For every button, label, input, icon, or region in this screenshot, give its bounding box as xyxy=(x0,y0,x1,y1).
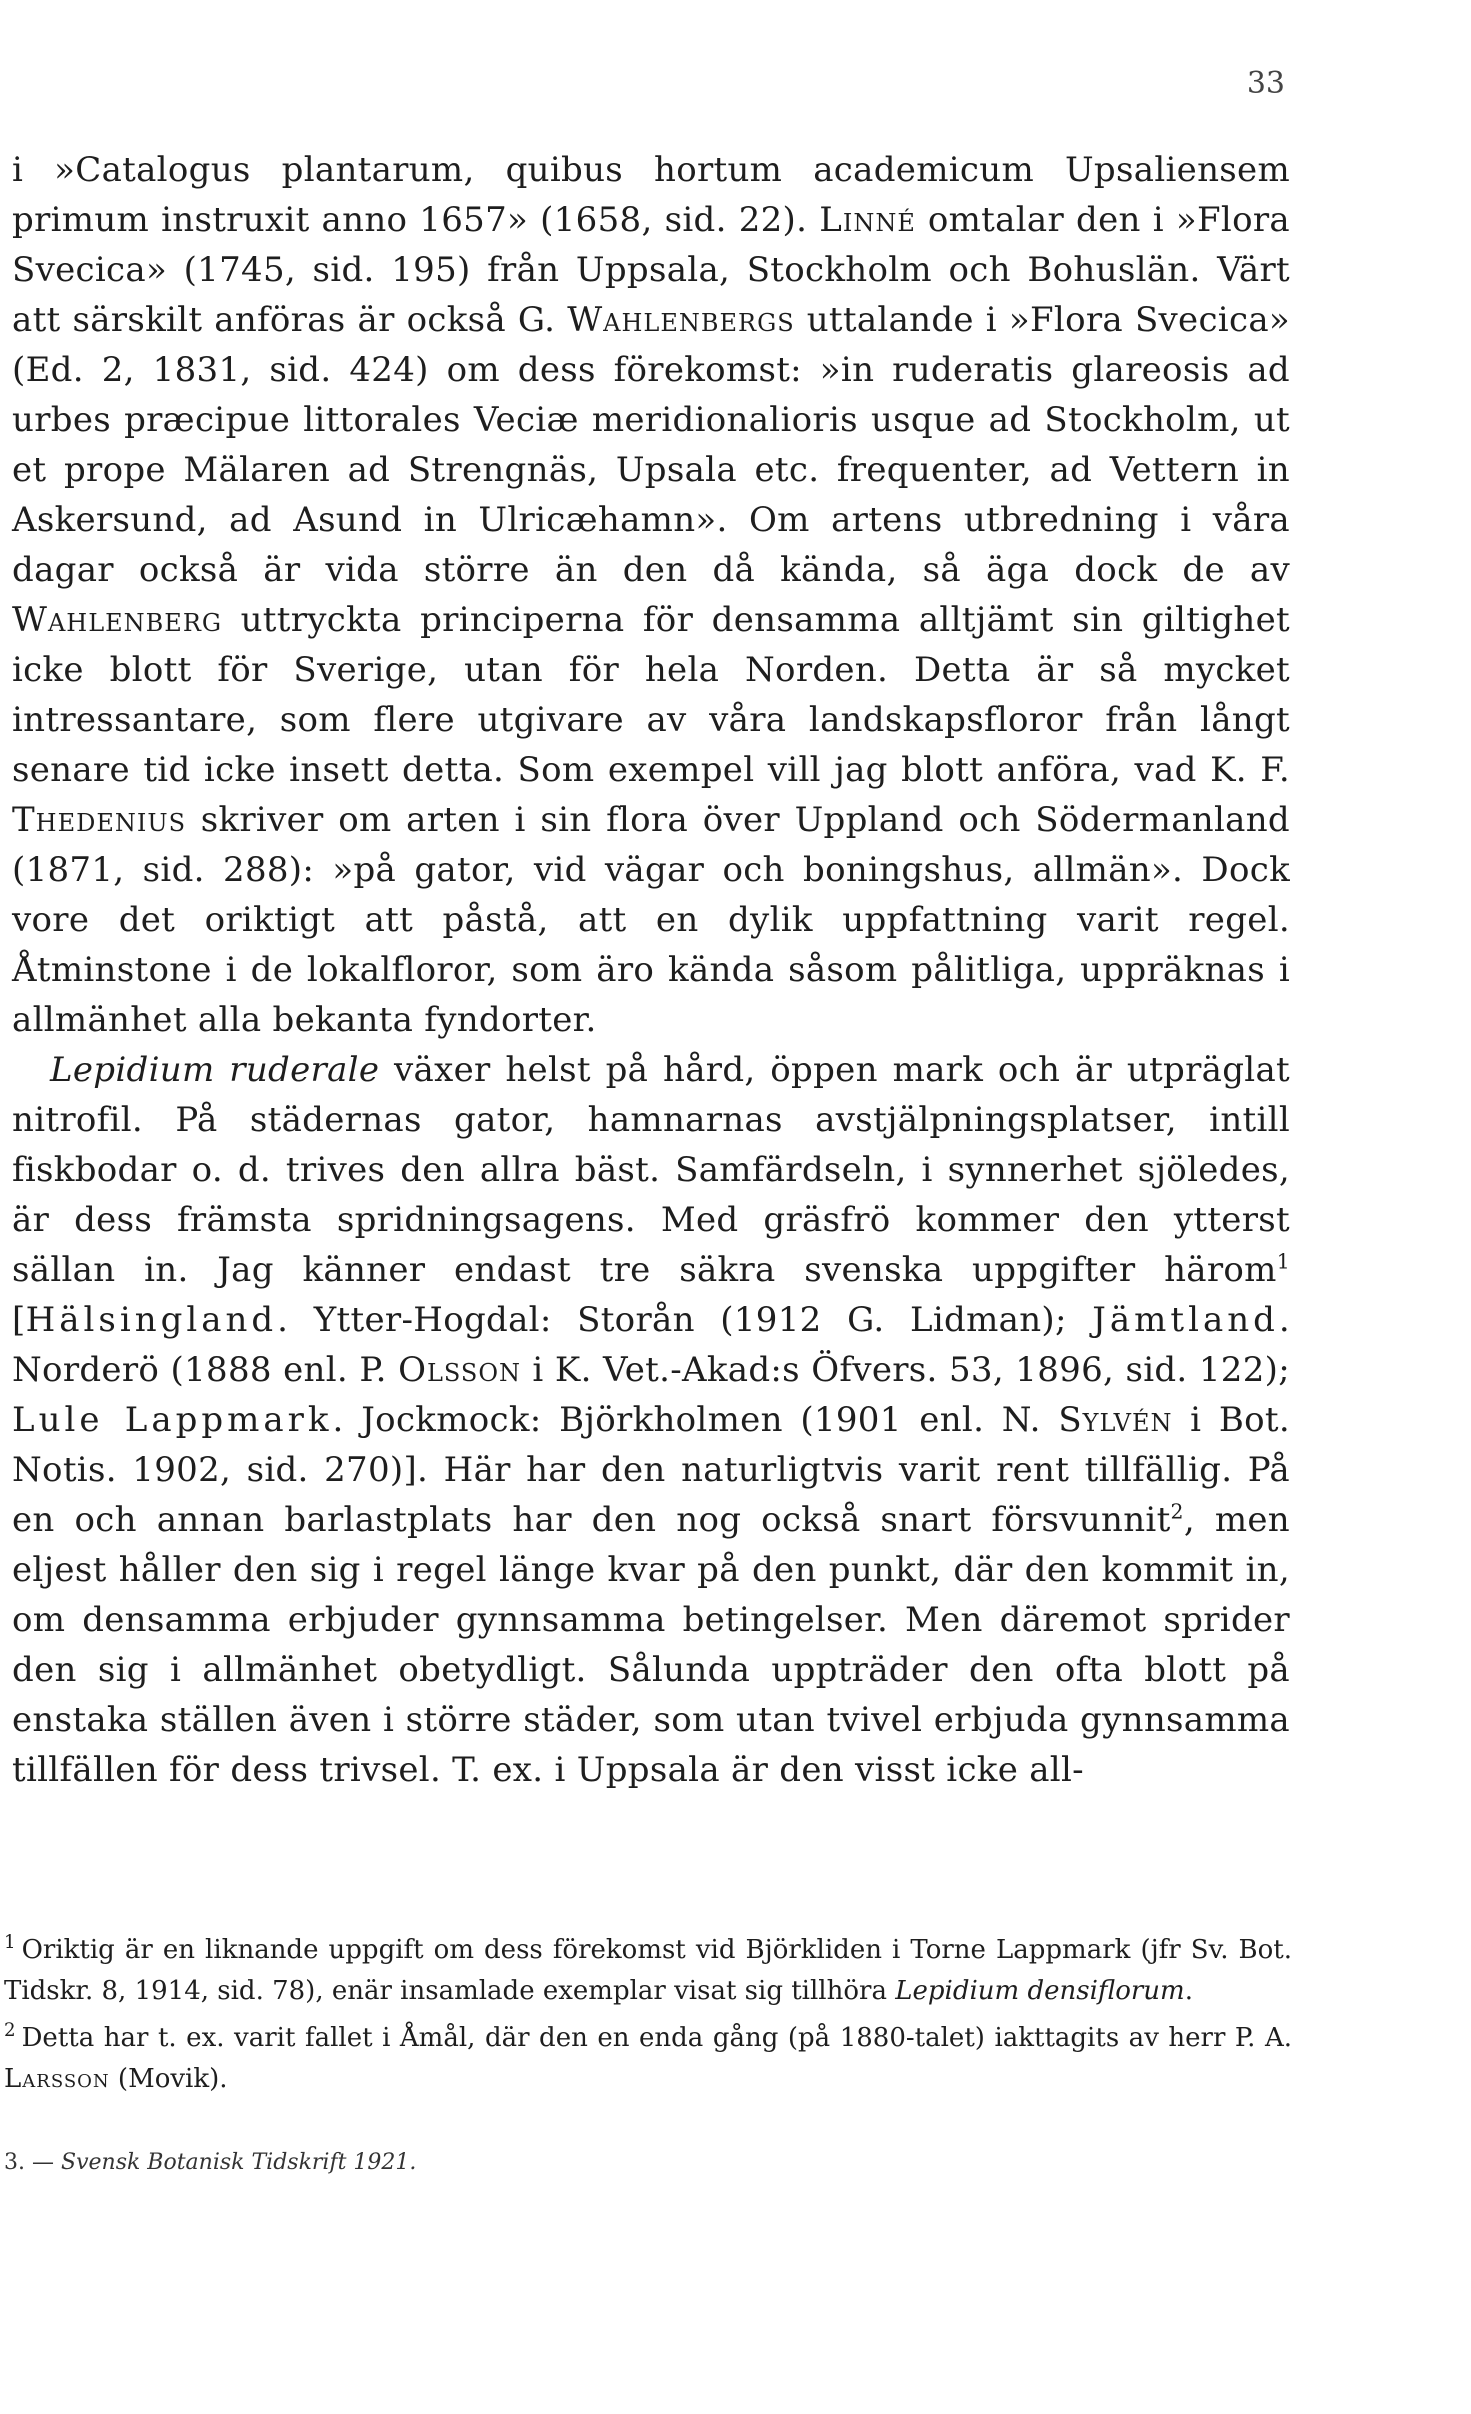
author-name: Thedenius xyxy=(12,800,187,840)
paragraph xyxy=(12,145,1290,1045)
author-name: Larsson xyxy=(4,2064,110,2094)
text-run: i K. Vet.-Akad:s Öfvers. 53, 1896, sid. 122); xyxy=(521,1350,1290,1390)
text-run: uttryckta principerna för densamma alltjämt sin giltighet icke blott för Sverige, utan för hela Norden. Detta är så mycket intressantare, som flere utgivare av våra landskapsfloror från långt senare tid icke insett detta. Som exempel vill jag blott anföra, vad K. F. xyxy=(12,600,1290,790)
text-run: uttalande i »Flora Svecica» (Ed. 2, 1831, sid. 424) om dess förekomst: »in ruderatis glareosis ad urbes præcipue littorales Veciæ meridionalioris usque ad Stockholm, ut et prope Mälaren ad Strengnäs, Upsala etc. frequenter, ad Vettern in Askersund, ad Asund in Ulricæhamn». Om artens utbredning i våra dagar också är vida större än den då kända, så äga dock de av xyxy=(12,300,1290,590)
text-run: växer helst på hård, öppen mark och är utpräglat nitrofil. På städernas gator, hamnarnas avstjälpningsplatser, intill fiskbodar o. d. trives den allra bäst. Samfärdseln, i synnerhet sjöledes, är dess främsta spridningsagens. Med gräsfrö kommer den ytterst sällan in. Jag känner endast tre säkra svenska uppgifter härom xyxy=(12,1050,1291,1290)
author-name: Wahlenberg xyxy=(12,600,223,640)
province-name: Jämtland xyxy=(1092,1300,1279,1340)
journal-name: Svensk Botanisk Tidskrift 1921. xyxy=(61,2150,417,2175)
footnote-number: 2 xyxy=(4,2020,16,2042)
footnote-ref: 1 xyxy=(1276,1249,1290,1274)
text-run: . xyxy=(1184,1976,1193,2006)
species-name: Lepidium densiflorum xyxy=(895,1976,1185,2006)
text-run: . Jockmock: Björkholmen (1901 enl. N. xyxy=(332,1400,1059,1440)
signature-dash: — xyxy=(25,2150,61,2175)
province-name: Hälsingland xyxy=(25,1300,278,1340)
signature-number: 3. xyxy=(4,2150,25,2175)
author-name: Olsson xyxy=(398,1350,522,1390)
author-name: Wahlenbergs xyxy=(567,300,795,340)
text-run: i Bot. Notis. 1902, sid. 270)]. Här har den naturligtvis varit rent tillfällig. På en och annan barlastplats har den nog också snart försvunnit xyxy=(12,1400,1290,1540)
footnotes xyxy=(4,1930,1292,2106)
footnote-number: 1 xyxy=(4,1932,16,1954)
author-name: Linné xyxy=(819,200,916,240)
body-text xyxy=(12,145,1290,1795)
text-run: (Movik). xyxy=(109,2064,228,2094)
footnote xyxy=(4,1930,1292,2012)
text-run: [ xyxy=(12,1300,26,1340)
species-name: Lepidium ruderale xyxy=(50,1050,380,1090)
text-run: omtalar den i »Flora Svecica» (1745, sid. 195) från Uppsala, Stockholm och Bohuslän. Värt att särskilt anföras är också G. xyxy=(12,200,1290,340)
text-run: . Norderö (1888 enl. P. xyxy=(12,1300,1290,1390)
signature-line xyxy=(4,2150,416,2175)
paragraph xyxy=(12,1045,1290,1795)
text-run: . Ytter-Hogdal: Storån (1912 G. Lidman); xyxy=(277,1300,1093,1340)
text-run: skriver om arten i sin flora över Uppland och Södermanland (1871, sid. 288): »på gator, vid vägar och boningshus, allmän». Dock vore det oriktigt att påstå, att en dylik uppfattning varit regel. Åtminstone i de lokalfloror, som äro kända såsom pålitliga, uppräknas i allmänhet alla bekanta fyndorter. xyxy=(12,800,1290,1040)
page-number: 33 xyxy=(1246,66,1285,101)
text-run: Oriktig är en liknande uppgift om dess förekomst vid Björkliden i Torne Lappmark (jfr Sv. Bot. Tidskr. 8, 1914, sid. 78), enär insamlade exemplar visat sig tillhöra xyxy=(4,1935,1292,2006)
footnote-ref: 2 xyxy=(1170,1499,1184,1524)
text-run: i »Catalogus plantarum, quibus hortum academicum Upsaliensem primum instruxit anno 1657» (1658, sid. 22). xyxy=(12,150,1290,240)
text-run: , men eljest håller den sig i regel länge kvar på den punkt, där den kommit in, om densamma erbjuder gynnsamma betingelser. Men däremot sprider den sig i allmänhet obetydligt. Sålunda uppträder den ofta blott på enstaka ställen även i större städer, som utan tvivel erbjuda gynnsamma tillfällen för dess trivsel. T. ex. i Uppsala är den visst icke all- xyxy=(12,1500,1290,1790)
author-name: Sylvén xyxy=(1058,1400,1173,1440)
text-run: Detta har t. ex. varit fallet i Åmål, där den en enda gång (på 1880-talet) iakttagits av herr P. A. xyxy=(21,2023,1292,2053)
province-name: Lule Lappmark xyxy=(12,1400,333,1440)
footnote xyxy=(4,2018,1292,2100)
